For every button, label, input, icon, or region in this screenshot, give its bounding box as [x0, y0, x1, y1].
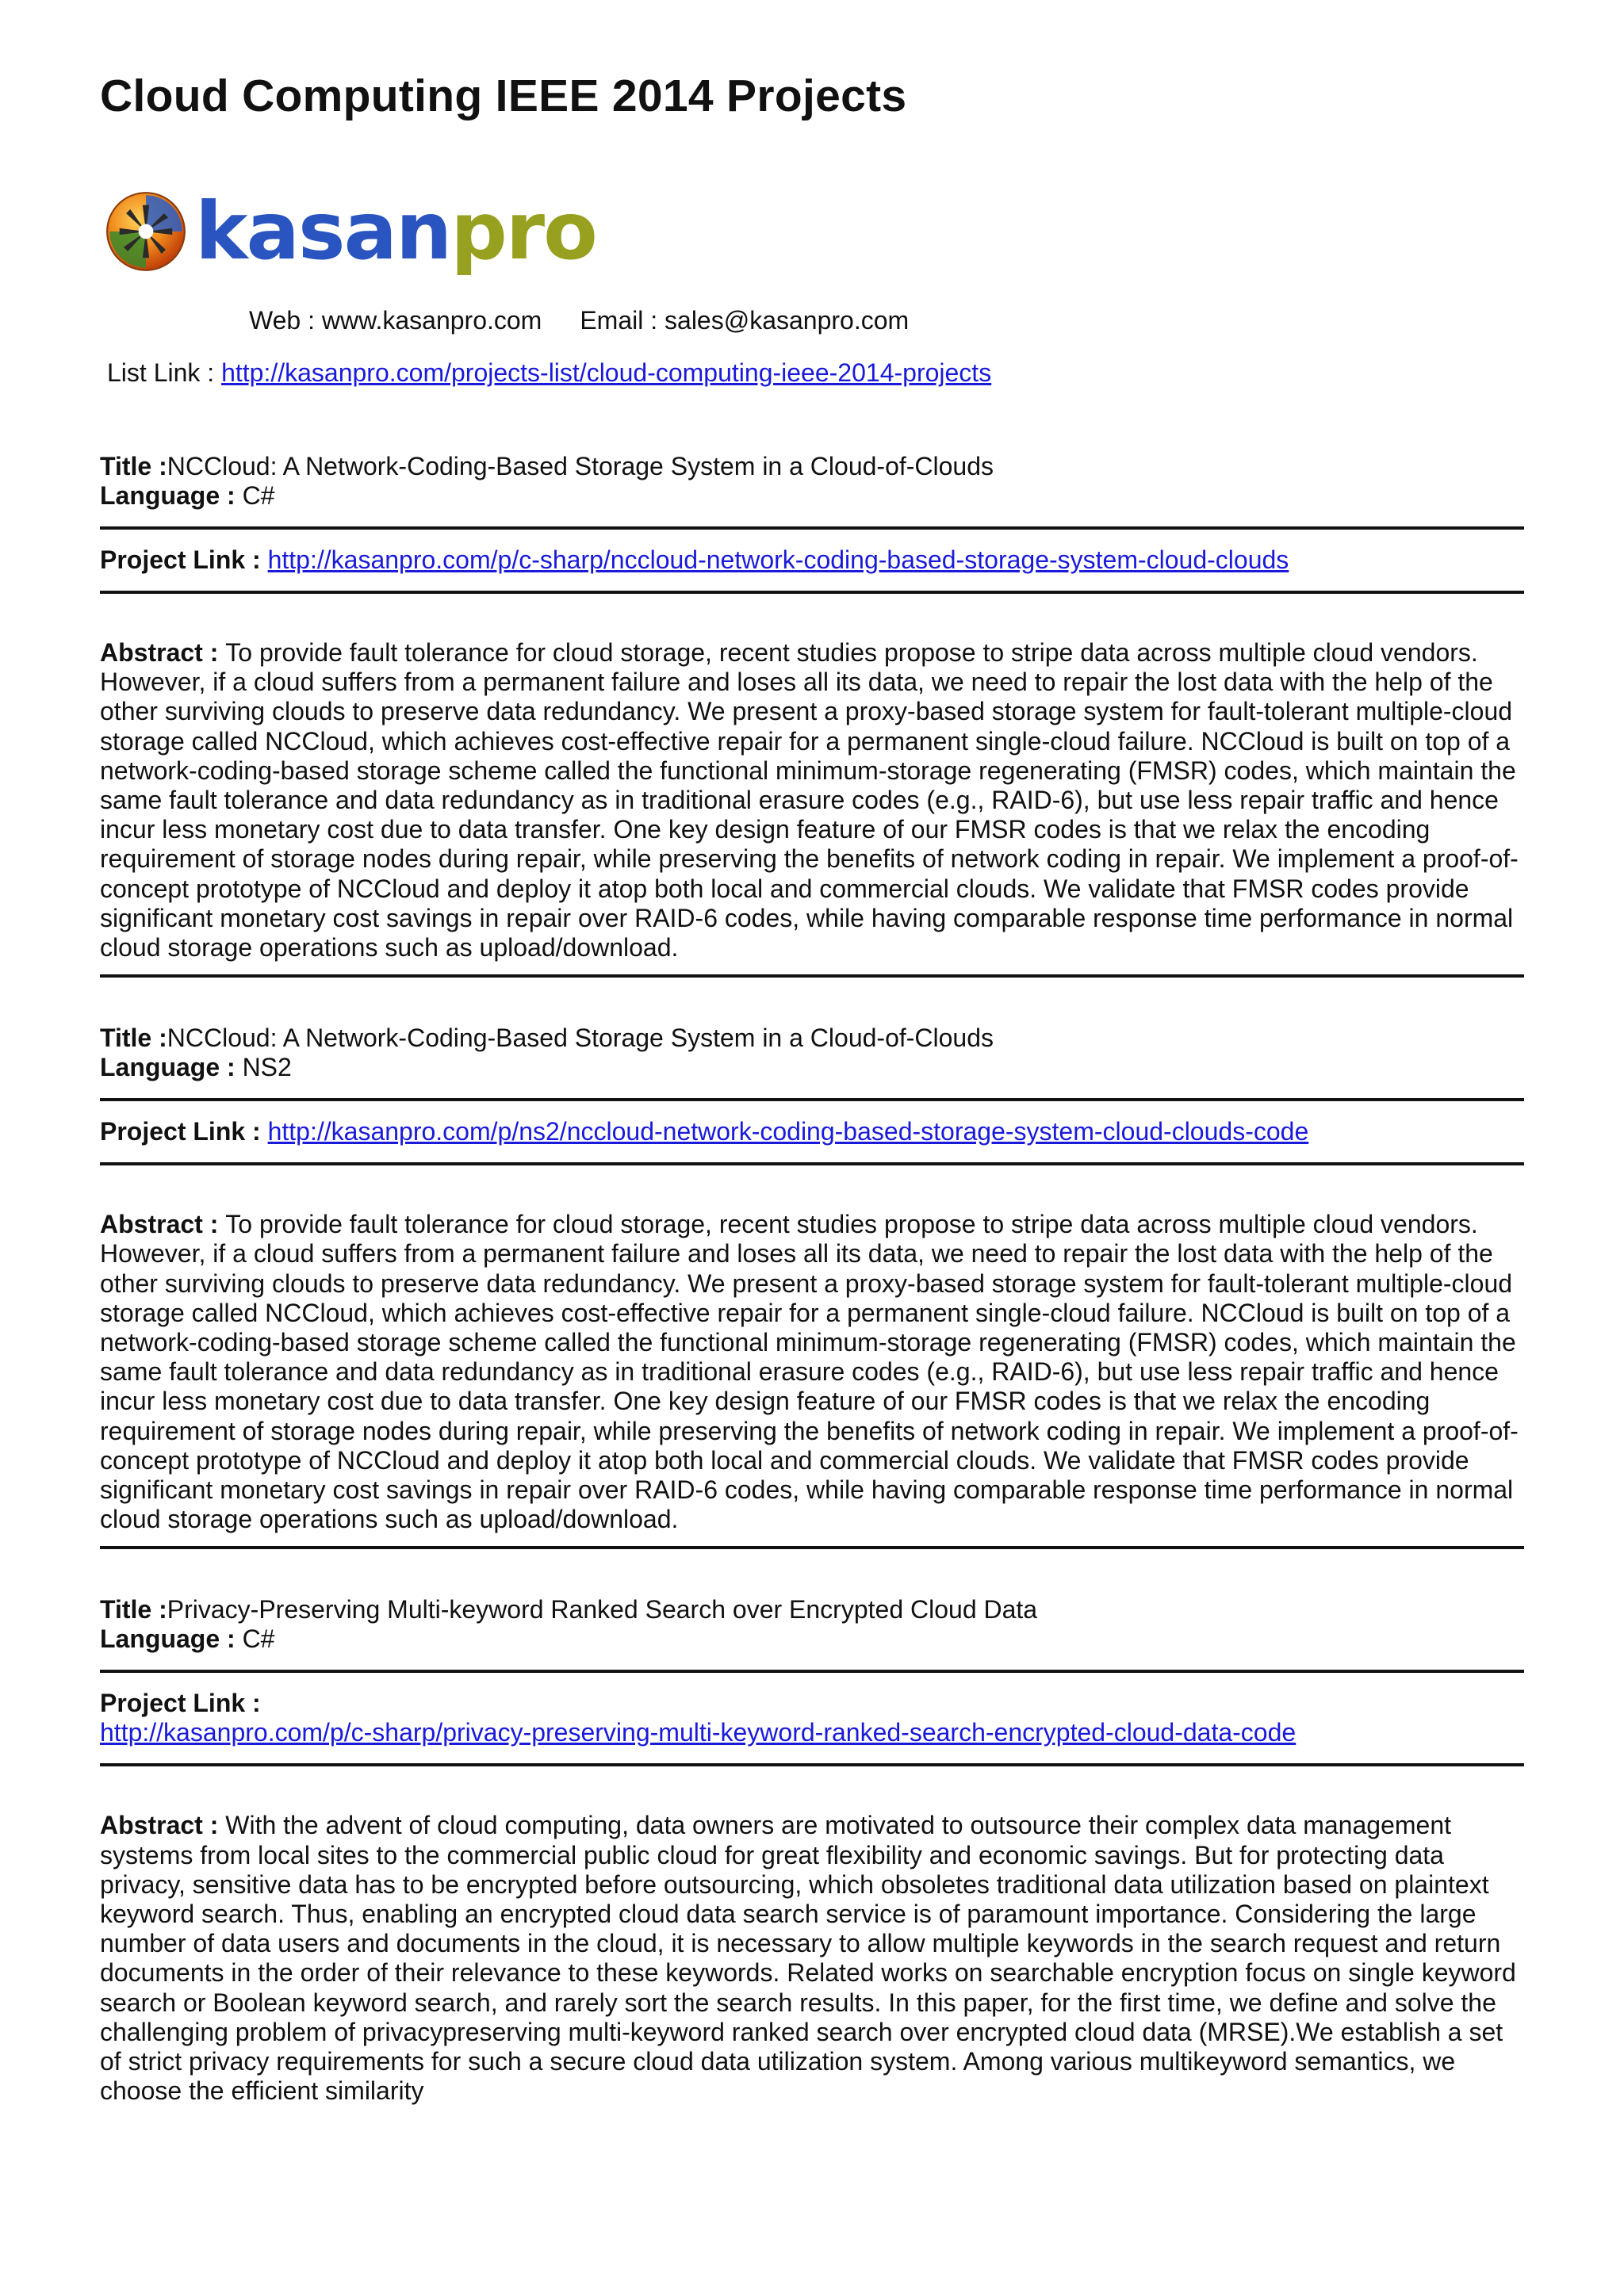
- abstract-paragraph: [100, 638, 1524, 962]
- entry-language: NS2: [242, 1053, 292, 1082]
- entry-language: C#: [242, 481, 275, 510]
- abstract-text: To provide fault tolerance for cloud storage, recent studies propose to stripe data across multiple cloud vendors. However, if a cloud suffers from a permanent failure and loses all its data, we need to repair the lost data with the help of the other surviving clouds to preserve data redundancy. We present a proxy-based storage system for fault-tolerant multiple-cloud storage called NCCloud, which achieves cost-effective repair for a permanent single-cloud failure. NCCloud is built on top of a network-coding-based storage scheme called the functional minimum-storage regenerating (FMSR) codes, which maintain the same fault tolerance and data redundancy as in traditional erasure codes (e.g., RAID-6), but use less repair traffic and hence incur less monetary cost due to data transfer. One key design feature of our FMSR codes is that we relax the encoding requirement of storage nodes during repair, while preserving the benefits of network coding in repair. We implement a proof-of-concept prototype of NCCloud and deploy it atop both local and commercial clouds. We validate that FMSR codes provide significant monetary cost savings in repair over RAID-6 codes, while having comparable response time performance in normal cloud storage operations such as upload/download.: [100, 638, 1519, 962]
- divider: [100, 1763, 1524, 1766]
- project-link-row: [100, 1117, 1524, 1146]
- entry-language-row: [100, 1053, 1524, 1082]
- wordmark-pro: pro: [450, 185, 596, 277]
- divider: [100, 1162, 1524, 1165]
- project-link[interactable]: http://kasanpro.com/p/ns2/nccloud-network-coding-based-storage-system-cloud-clouds-code: [267, 1117, 1309, 1146]
- project-link[interactable]: http://kasanpro.com/p/c-sharp/nccloud-network-coding-based-storage-system-cloud-clouds: [267, 545, 1289, 574]
- abstract-label: Abstract :: [100, 638, 226, 667]
- email-address: Email : sales@kasanpro.com: [580, 306, 910, 335]
- project-link-label: Project Link :: [100, 1689, 261, 1718]
- kasanpro-wordmark: [195, 185, 596, 277]
- title-label: Title :: [100, 1595, 167, 1624]
- project-link-label: Project Link :: [100, 545, 268, 574]
- divider: [100, 526, 1524, 530]
- list-link-label: List Link :: [107, 358, 222, 387]
- language-label: Language :: [100, 481, 243, 510]
- project-entry: [100, 1595, 1524, 2106]
- title-label: Title :: [100, 1024, 167, 1053]
- divider: [100, 1098, 1524, 1101]
- entry-title: NCCloud: A Network-Coding-Based Storage System in a Cloud-of-Clouds: [167, 1024, 994, 1053]
- entry-language: C#: [242, 1624, 275, 1654]
- entry-title-row: [100, 1024, 1524, 1053]
- abstract-label: Abstract :: [100, 1811, 226, 1840]
- abstract-paragraph: [100, 1210, 1524, 1534]
- wordmark-kasan: kasan: [195, 185, 451, 277]
- entries-container: [100, 452, 1524, 2107]
- entry-language-row: [100, 1624, 1524, 1654]
- entry-title: NCCloud: A Network-Coding-Based Storage System in a Cloud-of-Clouds: [167, 452, 994, 480]
- list-link[interactable]: http://kasanpro.com/projects-list/cloud-computing-ieee-2014-projects: [221, 358, 992, 387]
- title-label: Title :: [100, 452, 167, 480]
- language-label: Language :: [100, 1053, 243, 1082]
- divider: [100, 1546, 1524, 1549]
- abstract-paragraph: [100, 1811, 1524, 2106]
- web-address: Web : www.kasanpro.com: [249, 306, 542, 335]
- project-link-row: [100, 545, 1524, 575]
- page-title: Cloud Computing IEEE 2014 Projects: [100, 71, 907, 121]
- entry-language-row: [100, 481, 1524, 511]
- project-link-label: Project Link :: [100, 1117, 268, 1146]
- language-label: Language :: [100, 1624, 243, 1654]
- abstract-text: To provide fault tolerance for cloud storage, recent studies propose to stripe data across multiple cloud vendors. However, if a cloud suffers from a permanent failure and loses all its data, we need to repair the lost data with the help of the other surviving clouds to preserve data redundancy. We present a proxy-based storage system for fault-tolerant multiple-cloud storage called NCCloud, which achieves cost-effective repair for a permanent single-cloud failure. NCCloud is built on top of a network-coding-based storage scheme called the functional minimum-storage regenerating (FMSR) codes, which maintain the same fault tolerance and data redundancy as in traditional erasure codes (e.g., RAID-6), but use less repair traffic and hence incur less monetary cost due to data transfer. One key design feature of our FMSR codes is that we relax the encoding requirement of storage nodes during repair, while preserving the benefits of network coding in repair. We implement a proof-of-concept prototype of NCCloud and deploy it atop both local and commercial clouds. We validate that FMSR codes provide significant monetary cost savings in repair over RAID-6 codes, while having comparable response time performance in normal cloud storage operations such as upload/download.: [100, 1210, 1519, 1534]
- abstract-label: Abstract :: [100, 1210, 226, 1239]
- entry-title: Privacy-Preserving Multi-keyword Ranked Search over Encrypted Cloud Data: [167, 1595, 1038, 1624]
- abstract-text: With the advent of cloud computing, data owners are motivated to outsource their complex data management systems from local sites to the commercial public cloud for great flexibility and economic savings. But for protecting data privacy, sensitive data has to be encrypted before outsourcing, which obsoletes traditional data utilization based on plaintext keyword search. Thus, enabling an encrypted cloud data search service is of paramount importance. Considering the large number of data users and documents in the cloud, it is necessary to allow multiple keywords in the search request and return documents in the order of their relevance to these keywords. Related works on searchable encryption focus on single keyword search or Boolean keyword search, and rarely sort the search results. In this paper, for the first time, we define and solve the challenging problem of privacypreserving multi-keyword ranked search over encrypted cloud data (MRSE).We establish a set of strict privacy requirements for such a secure cloud data utilization system. Among various multikeyword semantics, we choose the efficient similarity: [100, 1811, 1516, 2106]
- contact-info: [249, 306, 947, 335]
- divider: [100, 591, 1524, 594]
- divider: [100, 974, 1524, 978]
- entry-title-row: [100, 452, 1524, 481]
- project-link[interactable]: http://kasanpro.com/p/c-sharp/privacy-preserving-multi-keyword-ranked-search-encrypted-cloud-data-code: [100, 1718, 1297, 1747]
- project-entry: [100, 1024, 1524, 1549]
- divider: [100, 1670, 1524, 1673]
- kasanpro-globe-icon: [105, 190, 187, 273]
- project-entry: [100, 452, 1524, 978]
- project-link-row: [100, 1689, 1524, 1747]
- entry-title-row: [100, 1595, 1524, 1624]
- kasanpro-logo: [105, 185, 596, 277]
- list-link-row: [107, 358, 991, 388]
